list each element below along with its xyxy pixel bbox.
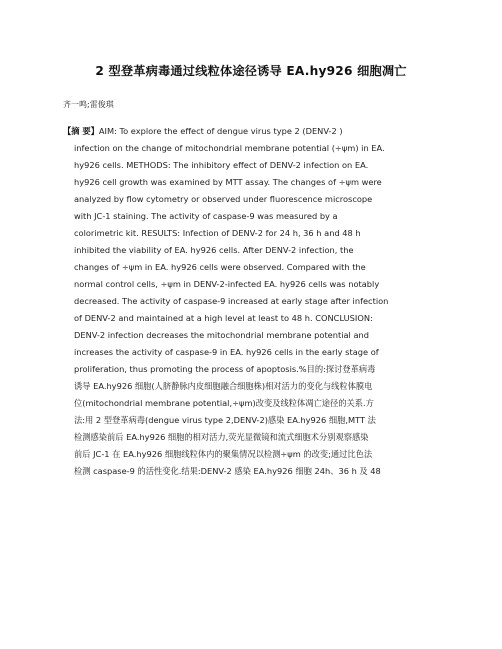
abstract-line: 位(mitochondrial membrane potential,÷ψm)改变及线粒体凋亡途径的关系.方 [74, 398, 374, 408]
abstract-line: 法:用 2 型登革病毒(dengue virus type 2,DENV-2)感染 EA.hy926 细胞,MTT 法 [74, 415, 376, 425]
paper-authors: 齐一鸣;雷俊琪 [63, 100, 114, 109]
abstract-line: 检测感染前后 EA.hy926 细胞的相对活力,荧光显微镜和流式细胞术分别观察感染 [74, 432, 369, 442]
abstract-line: decreased. The activity of caspase-9 increased at early stage after infection [74, 296, 389, 306]
paper-title: 2 型登革病毒通过线粒体途径诱导 EA.hy926 细胞凋亡 [95, 64, 407, 78]
abstract-line: increases the activity of caspase-9 in EA. hy926 cells in the early stage of [74, 347, 379, 357]
abstract-line: infection on the change of mitochondrial membrane potential (÷ψm) in EA. [74, 143, 385, 153]
abstract-line: inhibited the viability of EA. hy926 cells. After DENV-2 infection, the [74, 245, 354, 255]
abstract-line: of DENV-2 and maintained at a high level at least to 48 h. CONCLUSION: [74, 313, 373, 323]
abstract-line: 【摘 要】AIM: To explore the effect of dengue virus type 2 (DENV-2 ) [63, 126, 343, 136]
abstract-line: normal control cells, ÷ψm in DENV-2-infected EA. hy926 cells was notably [74, 279, 380, 289]
abstract-line: changes of ÷ψm in EA. hy926 cells were observed. Compared with the [74, 262, 366, 272]
abstract-line: colorimetric kit. RESULTS: Infection of DENV-2 for 24 h, 36 h and 48 h [74, 228, 361, 238]
abstract-line: DENV-2 infection decreases the mitochondrial membrane potential and [74, 330, 369, 340]
abstract-label: 【摘 要】 [63, 126, 99, 136]
abstract-line: 检测 caspase-9 的活性变化.结果:DENV-2 感染 EA.hy926 细胞 24h、36 h 及 48 [74, 466, 381, 476]
abstract-line: analyzed by flow cytometry or observed under fluorescence microscope [74, 194, 373, 204]
abstract-line: hy926 cell growth was examined by MTT assay. The changes of ÷ψm were [74, 177, 382, 187]
abstract-line: with JC-1 staining. The activity of caspase-9 was measured by a [74, 211, 338, 221]
abstract-line: 诱导 EA.hy926 细胞(人脐静脉内皮细胞融合细胞株)相对活力的变化与线粒体膜电 [74, 381, 373, 391]
abstract-line: hy926 cells. METHODS: The inhibitory effect of DENV-2 infection on EA. [74, 160, 369, 170]
abstract-line: 前后 JC-1 在 EA.hy926 细胞线粒体内的聚集情况以检测÷ψm 的改变;通过比色法 [74, 449, 373, 459]
abstract-block [63, 123, 443, 480]
abstract-line: proliferation, thus promoting the process of apoptosis.%目的:探讨登革病毒 [74, 364, 376, 374]
